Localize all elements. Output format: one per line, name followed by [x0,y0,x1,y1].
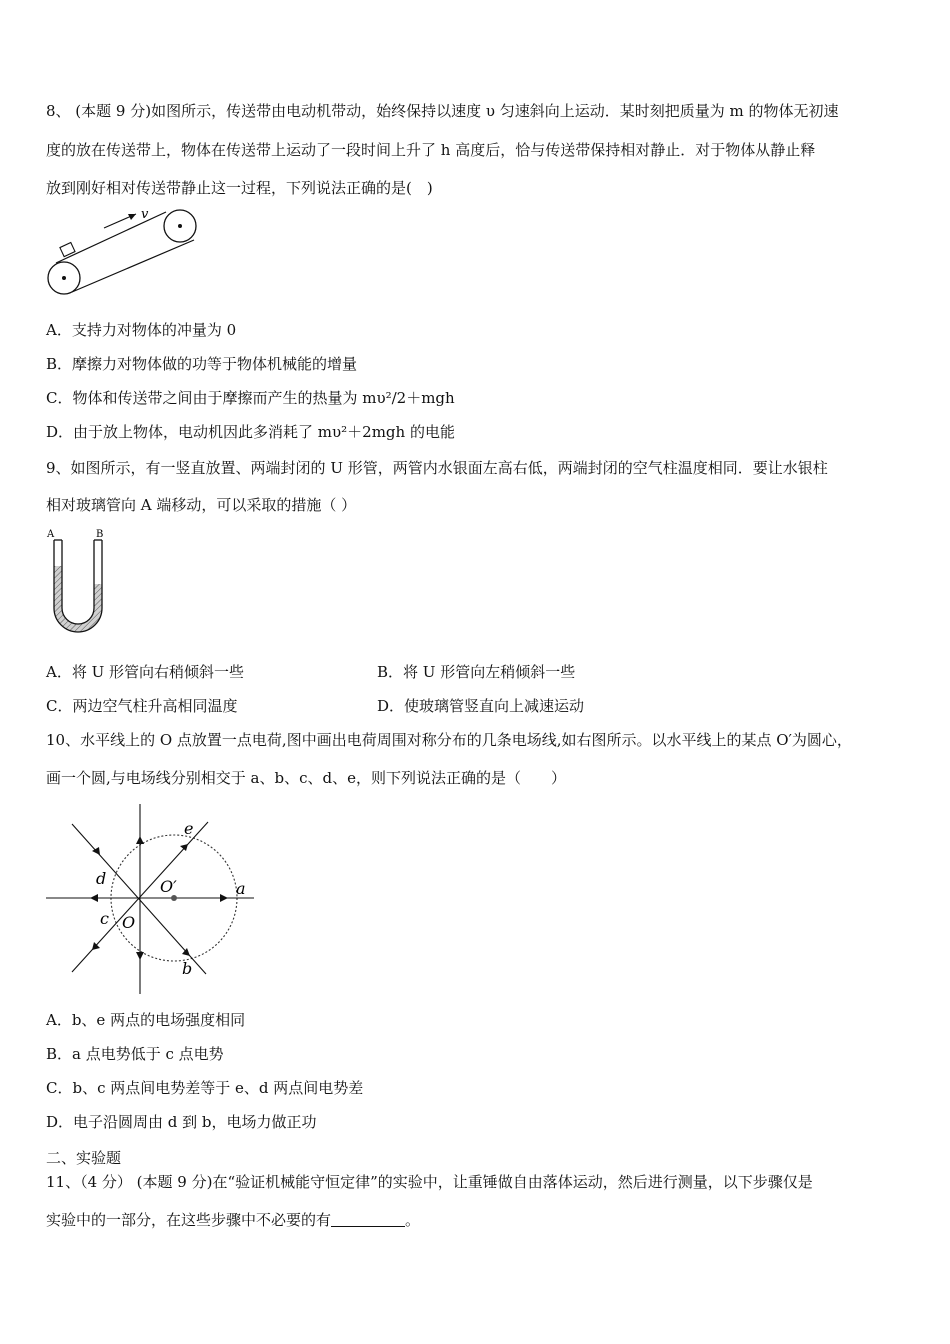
q8-stem-line-1: 8、 (本题 9 分)如图所示，传送带由电动机带动，始终保持以速度 υ 匀速斜向上运动．某时刻把质量为 m 的物体无初速 [46,102,839,120]
electric-field-figure [44,800,256,996]
q10-option-a: A．b、e 两点的电场强度相同 [46,1011,246,1029]
q10-stem-line-2: 画一个圆,与电场线分别相交于 a、b、c、d、e，则下列说法正确的是（ ） [46,769,566,787]
q8-option-a: A．支持力对物体的冲量为 0 [46,321,237,339]
block-on-belt-icon [60,242,75,256]
mercury-column [54,566,102,632]
q8-option-b: B．摩擦力对物体做的功等于物体机械能的增量 [46,355,358,373]
q10-stem-line-1: 10、水平线上的 O 点放置一点电荷,图中画出电荷周围对称分布的几条电场线,如右图所示。以水平线上的某点 O′为圆心， [46,731,852,749]
label-o: O [122,913,136,932]
label-e: e [184,819,194,838]
q9-option-a: A．将 U 形管向右稍倾斜一些 [46,663,245,681]
q10-option-b: B．a 点电势低于 c 点电势 [46,1045,224,1063]
q9-option-b: B．将 U 形管向左稍倾斜一些 [377,663,576,681]
q8-stem-line-3: 放到刚好相对传送带静止这一过程，下列说法正确的是( ) [46,179,433,197]
label-v: v [141,207,149,222]
q11-line-2-suffix: 。 [405,1211,421,1229]
label-b: b [182,959,193,978]
label-a: A [47,529,55,540]
q11-stem-line-1: 11、（4 分） (本题 9 分)在“验证机械能守恒定律”的实验中，让重锤做自由落体运动，然后进行测量，以下步骤仅是 [46,1173,813,1191]
q9-option-d: D．使玻璃管竖直向上减速运动 [377,697,585,715]
section-title: 二、实验题 [46,1149,122,1167]
q8-stem-line-2: 度的放在传送带上，物体在传送带上运动了一段时间上升了 h 高度后，恰与传送带保持相对静止．对于物体从静止释 [46,141,816,159]
q10-option-c: C．b、c 两点间电势差等于 e、d 两点间电势差 [46,1079,364,1097]
answer-blank[interactable] [331,1212,405,1227]
q10-option-d: D．电子沿圆周由 d 到 b，电场力做正功 [46,1113,317,1131]
q9-stem-line-2: 相对玻璃管向 A 端移动，可以采取的措施（ ） [46,496,357,514]
conveyor-belt-figure [44,202,204,300]
label-b: B [96,529,104,540]
label-o-prime: O′ [160,877,177,896]
q11-stem-line-2 [46,1210,420,1230]
u-tube-figure [44,526,114,634]
label-a: a [236,879,246,898]
q11-line-2-prefix: 实验中的一部分，在这些步骤中不必要的有 [46,1211,332,1229]
q9-option-c: C．两边空气柱升高相同温度 [46,697,238,715]
q8-option-c: C．物体和传送带之间由于摩擦而产生的热量为 mυ²/2＋mgh [46,389,455,407]
q9-stem-line-1: 9、如图所示，有一竖直放置、两端封闭的 U 形管，两管内水银面左高右低，两端封闭的空气柱温度相同．要让水银柱 [46,459,828,477]
label-c: c [100,909,109,928]
label-d: d [96,869,107,888]
q8-option-d: D．由于放上物体，电动机因此多消耗了 mυ²＋2mgh 的电能 [46,423,455,441]
